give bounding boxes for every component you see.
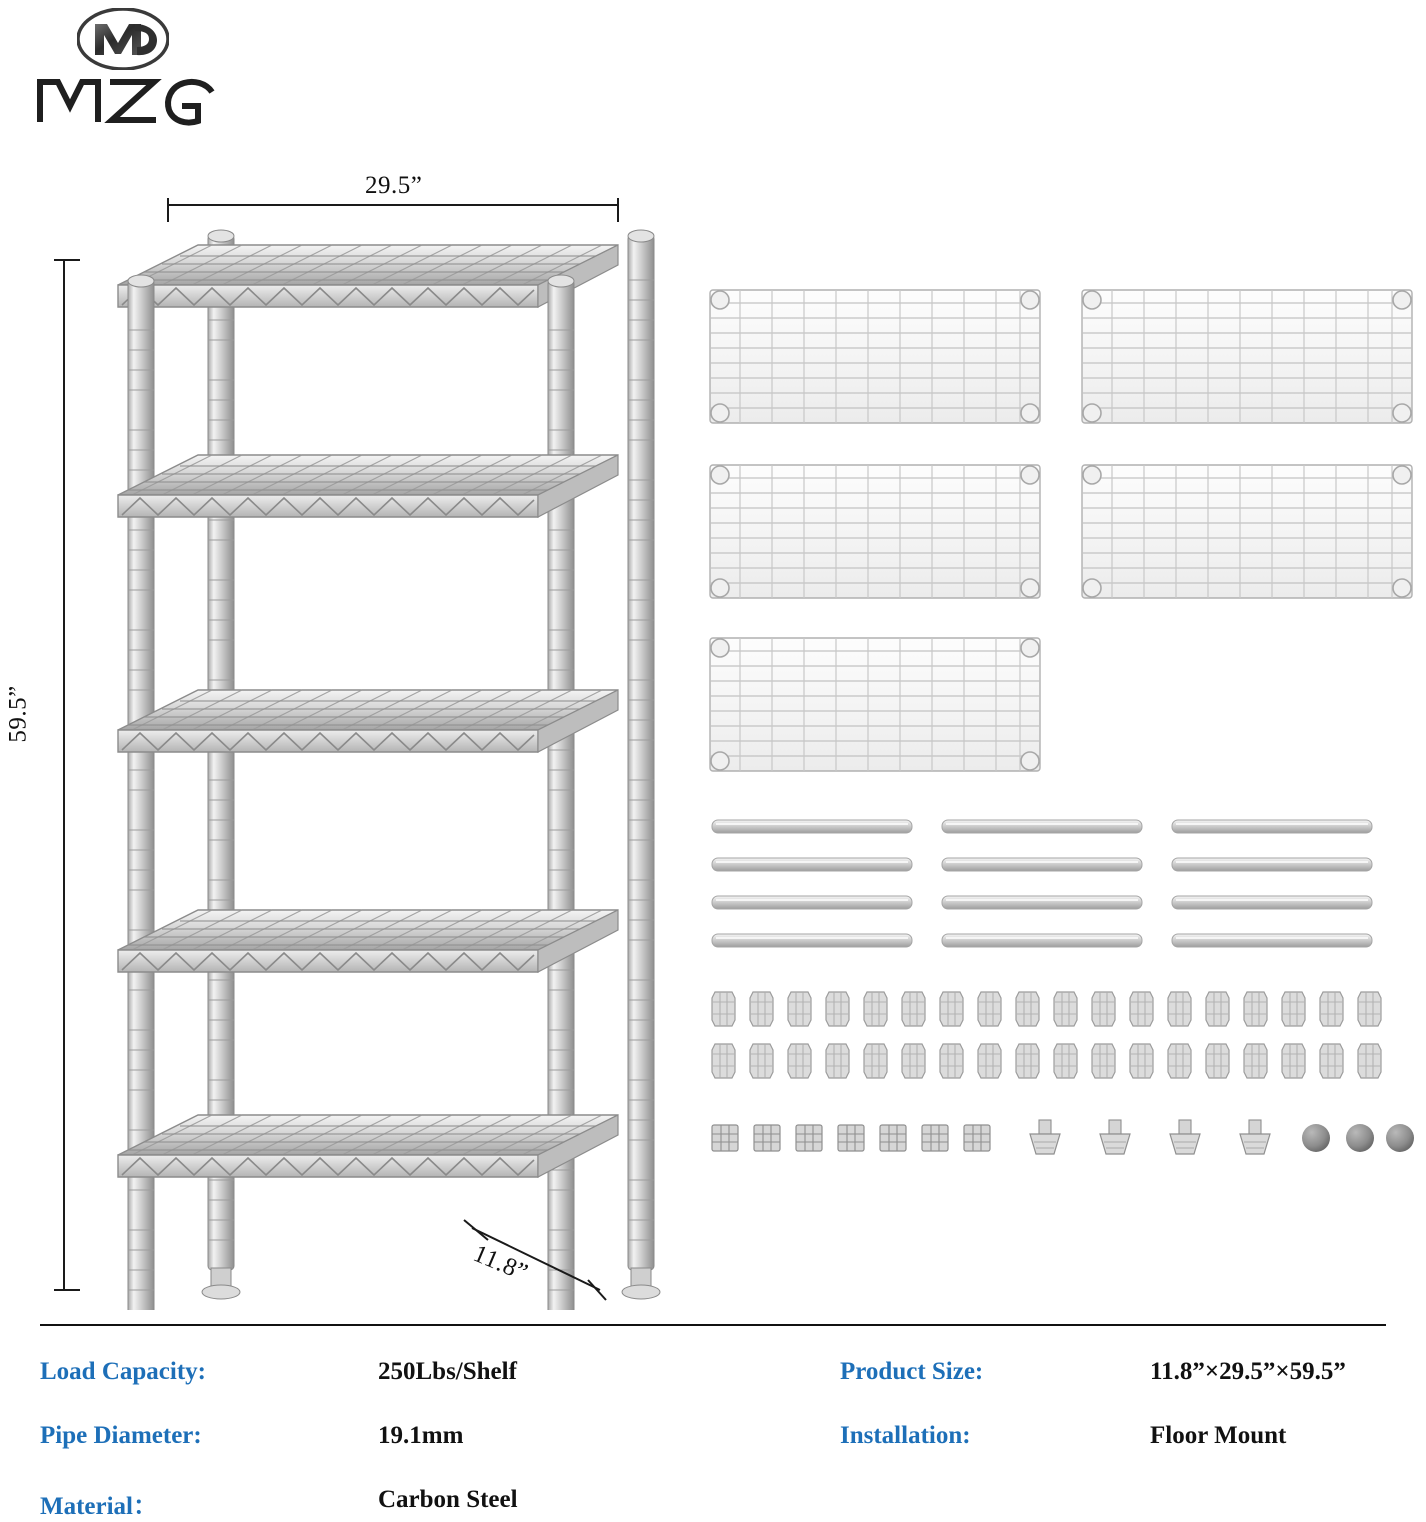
spec-key-load-capacity: Load Capacity: [40,1358,206,1385]
spec-key-material: Material： [40,1493,159,1520]
shelf-5-top [118,245,618,307]
specification-table [0,1330,1426,1520]
spec-divider [40,1324,1386,1326]
spec-value-product-size: 11.8”×29.5”×59.5” [1150,1358,1346,1385]
spec-key-installation: Installation: [840,1422,971,1449]
spec-value-load-capacity: 250Lbs/Shelf [378,1358,517,1385]
part-poles [712,820,1372,947]
spec-value-material: Carbon Steel [378,1486,518,1513]
spec-value-installation: Floor Mount [1150,1422,1287,1449]
part-screws [1030,1120,1270,1154]
mzg-wordmark [32,70,222,132]
shelf-4 [118,455,618,517]
parts-illustration [700,280,1420,1180]
product-illustration [40,150,700,1310]
part-shelf-5 [710,638,1040,771]
part-shelf-3 [710,465,1040,598]
part-shelf-1 [710,290,1040,423]
height-dimension-label: 59.5” [4,685,32,743]
part-shelf-4 [1082,465,1412,598]
part-sleeves [712,992,1381,1078]
shelf-2 [118,910,618,972]
depth-dimension-label: 11.8” [469,1240,532,1287]
part-shelf-2 [1082,290,1412,423]
part-foot-caps [1302,1124,1420,1152]
shelf-1-bottom [118,1115,618,1177]
mzg-logo-icon [77,8,169,70]
spec-value-pipe-diameter: 19.1mm [378,1422,464,1449]
part-connectors [712,1125,990,1151]
shelf-3 [118,690,618,752]
width-dimension-label: 29.5” [365,172,423,199]
spec-key-product-size: Product Size: [840,1358,984,1385]
brand-logo [32,8,222,133]
spec-key-pipe-diameter: Pipe Diameter: [40,1422,202,1449]
